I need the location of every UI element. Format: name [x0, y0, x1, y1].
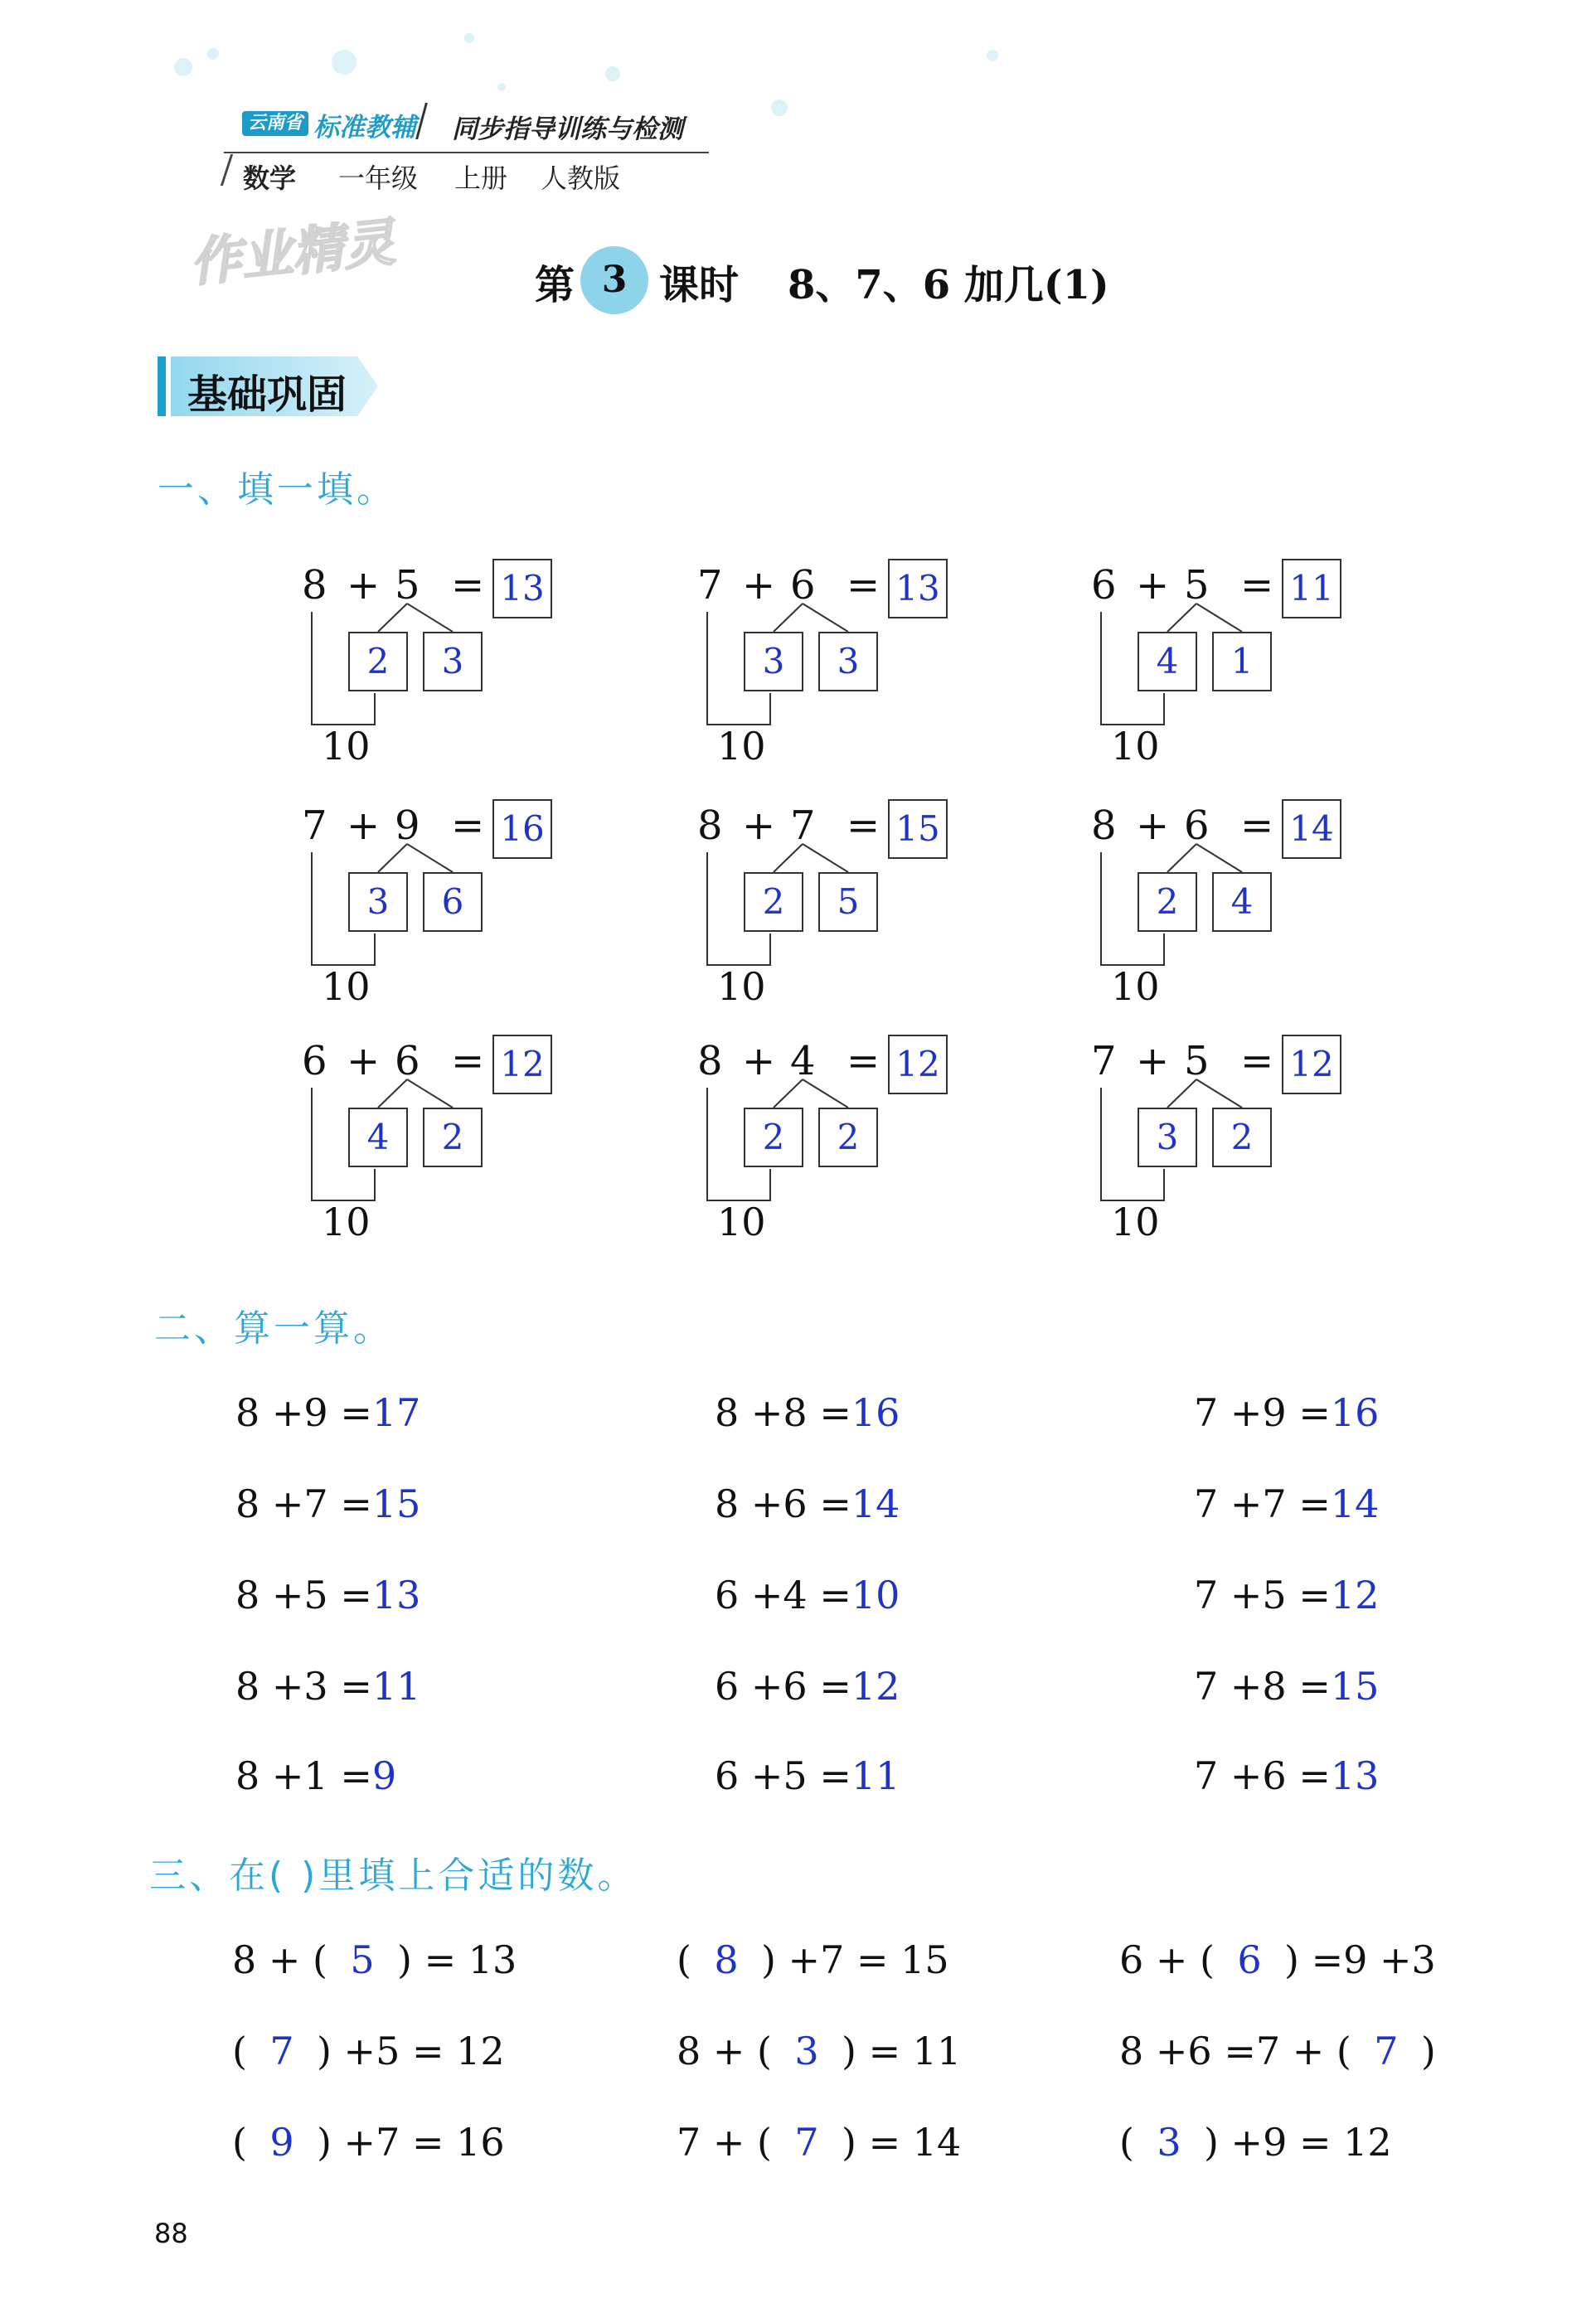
- split-part-box[interactable]: 4: [1212, 872, 1272, 932]
- watermark: 作业精灵: [187, 211, 398, 293]
- equals-sign: =: [1240, 562, 1274, 609]
- split-diagram: [692, 803, 974, 1018]
- header-divider: [415, 103, 428, 139]
- addend-b: 4: [790, 1038, 816, 1084]
- equation-before: (: [1119, 2120, 1134, 2165]
- blank-answer[interactable]: 9: [269, 2120, 294, 2165]
- part3-heading: 三、在( )里填上合适的数。: [149, 1855, 638, 1897]
- equation-before: (: [232, 2120, 247, 2165]
- split-part-box[interactable]: 4: [348, 1108, 408, 1167]
- fill-equation: [1119, 1937, 1436, 1983]
- split-diagram: [692, 562, 974, 778]
- plus-sign: +: [742, 1038, 776, 1084]
- equation-expression: 8 +5 =: [235, 1573, 372, 1617]
- plus-sign: +: [1136, 1038, 1170, 1084]
- blank-answer[interactable]: 5: [350, 1937, 375, 1982]
- make-ten-label: 10: [717, 1200, 766, 1244]
- result-box[interactable]: 12: [888, 1035, 948, 1094]
- make-ten-label: 10: [1111, 724, 1160, 769]
- equation-answer[interactable]: 11: [851, 1753, 900, 1798]
- equation-answer[interactable]: 14: [1330, 1481, 1380, 1526]
- equation-expression: 7 +9 =: [1194, 1390, 1331, 1435]
- split-part-box[interactable]: 3: [423, 632, 483, 691]
- calc-equation: [235, 1389, 420, 1436]
- equation-answer[interactable]: 15: [1330, 1664, 1380, 1709]
- equation-expression: 8 +8 =: [715, 1390, 851, 1435]
- equation-answer[interactable]: 11: [371, 1664, 421, 1709]
- fill-equation: [232, 2028, 505, 2074]
- blank-answer[interactable]: 7: [1374, 2029, 1399, 2073]
- split-part-box[interactable]: 4: [1138, 632, 1197, 691]
- make-ten-label: 10: [1111, 964, 1160, 1009]
- equation-answer[interactable]: 15: [371, 1481, 421, 1526]
- equation-after: ) +9 = 12: [1203, 2120, 1392, 2165]
- page-number: 88: [154, 2218, 188, 2249]
- blank-answer[interactable]: 6: [1237, 1937, 1262, 1982]
- equation-answer[interactable]: 9: [371, 1753, 397, 1798]
- equals-sign: =: [1240, 803, 1274, 849]
- fill-equation: [1119, 2028, 1436, 2074]
- addend-a: 7: [697, 562, 723, 609]
- equation-answer[interactable]: 10: [851, 1573, 900, 1617]
- split-part-box[interactable]: 3: [1138, 1108, 1197, 1167]
- split-diagram: [1086, 562, 1368, 778]
- split-part-box[interactable]: 2: [1212, 1108, 1272, 1167]
- equation-answer[interactable]: 13: [371, 1573, 421, 1617]
- plus-sign: +: [742, 562, 776, 609]
- split-part-box[interactable]: 2: [818, 1108, 878, 1167]
- fill-equation: [232, 1937, 517, 1983]
- calc-equation: [1194, 1753, 1379, 1799]
- blank-answer[interactable]: 7: [269, 2029, 294, 2073]
- equation-expression: 6 +6 =: [715, 1664, 851, 1709]
- equals-sign: =: [847, 803, 880, 849]
- make-ten-label: 10: [717, 964, 766, 1009]
- part1-heading: 一、填一填。: [158, 468, 396, 511]
- volume-label: 上册: [454, 162, 508, 194]
- split-part-box[interactable]: 2: [1138, 872, 1197, 932]
- split-part-box[interactable]: 3: [348, 872, 408, 932]
- equation-answer[interactable]: 14: [851, 1481, 900, 1526]
- plus-sign: +: [1136, 562, 1170, 609]
- split-part-box[interactable]: 3: [744, 632, 803, 691]
- plus-sign: +: [347, 562, 381, 609]
- addend-b: 6: [1184, 803, 1210, 849]
- calc-equation: [715, 1753, 900, 1799]
- blank-answer[interactable]: 3: [794, 2029, 819, 2073]
- addend-b: 7: [790, 803, 816, 849]
- equation-before: (: [677, 1937, 691, 1982]
- split-diagram: [297, 1038, 579, 1253]
- split-part-box[interactable]: 5: [818, 872, 878, 932]
- equation-answer[interactable]: 12: [851, 1664, 900, 1709]
- equation-expression: 8 +7 =: [235, 1481, 372, 1526]
- fill-equation: [232, 2119, 505, 2165]
- plus-sign: +: [347, 803, 381, 849]
- make-ten-label: 10: [1111, 1200, 1160, 1244]
- result-box[interactable]: 16: [492, 799, 552, 859]
- split-part-box[interactable]: 2: [744, 872, 803, 932]
- split-diagram: [1086, 803, 1368, 1018]
- addend-b: 5: [1184, 1038, 1210, 1084]
- plus-sign: +: [1136, 803, 1170, 849]
- addend-b: 6: [395, 1038, 420, 1084]
- addend-a: 8: [1091, 803, 1117, 849]
- header-slash: [221, 154, 233, 186]
- equation-answer[interactable]: 16: [1330, 1390, 1380, 1435]
- equation-expression: 8 +3 =: [235, 1664, 372, 1709]
- brand-name: 标准教辅: [313, 113, 416, 143]
- equation-before: 8 + (: [232, 1937, 327, 1982]
- fill-equation: [677, 2119, 961, 2165]
- equation-after: ): [1420, 2029, 1436, 2073]
- equation-expression: 8 +9 =: [235, 1390, 372, 1435]
- split-part-box[interactable]: 1: [1212, 632, 1272, 691]
- equation-before: (: [232, 2029, 247, 2073]
- subject-label: 数学: [243, 162, 297, 194]
- calc-equation: [235, 1481, 420, 1527]
- equation-answer[interactable]: 16: [851, 1390, 900, 1435]
- equals-sign: =: [451, 562, 485, 609]
- calc-equation: [235, 1663, 420, 1709]
- result-box[interactable]: 13: [888, 559, 948, 618]
- lesson-prefix: 第: [535, 262, 575, 308]
- calc-equation: [235, 1572, 420, 1618]
- equation-expression: 7 +6 =: [1194, 1753, 1331, 1798]
- equation-expression: 7 +5 =: [1194, 1573, 1331, 1617]
- equation-before: 8 +6 =7 + (: [1119, 2029, 1351, 2073]
- addend-b: 6: [790, 562, 816, 609]
- split-diagram: [297, 562, 579, 778]
- addend-b: 5: [1184, 562, 1210, 609]
- make-ten-label: 10: [717, 724, 766, 769]
- equation-before: 7 + (: [677, 2120, 772, 2165]
- equation-expression: 7 +8 =: [1194, 1664, 1331, 1709]
- calc-equation: [1194, 1663, 1379, 1709]
- edition-label: 人教版: [541, 162, 621, 194]
- split-part-box[interactable]: 2: [348, 632, 408, 691]
- banner-accent: [158, 356, 166, 416]
- addend-a: 7: [1091, 1038, 1117, 1084]
- lesson-number-badge: 3: [580, 246, 648, 314]
- make-ten-label: 10: [322, 964, 371, 1009]
- calc-equation: [235, 1753, 396, 1799]
- equals-sign: =: [847, 1038, 880, 1084]
- result-box[interactable]: 15: [888, 799, 948, 859]
- header-rule: [224, 152, 709, 153]
- plus-sign: +: [742, 803, 776, 849]
- calc-equation: [715, 1481, 900, 1527]
- equation-expression: 7 +7 =: [1194, 1481, 1331, 1526]
- fill-equation: [677, 2028, 961, 2074]
- equation-answer[interactable]: 17: [371, 1390, 421, 1435]
- equation-answer[interactable]: 13: [1330, 1753, 1380, 1798]
- calc-equation: [1194, 1572, 1379, 1618]
- brand-badge: 云南省: [242, 111, 308, 136]
- lesson-suffix: 课时: [659, 262, 740, 308]
- split-diagram: [297, 803, 579, 1018]
- split-part-box[interactable]: 6: [423, 872, 483, 932]
- equals-sign: =: [1240, 1038, 1274, 1084]
- make-ten-label: 10: [322, 1200, 371, 1244]
- fill-equation: [1119, 2119, 1392, 2165]
- section-banner-label: 基础巩固: [187, 371, 347, 418]
- calc-equation: [715, 1663, 900, 1709]
- series-title: 同步指导训练与检测: [452, 114, 683, 144]
- equation-after: ) = 14: [842, 2120, 962, 2165]
- lesson-title: 8、7、6 加几(1): [788, 262, 1109, 308]
- equation-after: ) +5 = 12: [316, 2029, 505, 2073]
- result-box[interactable]: 11: [1282, 559, 1341, 618]
- plus-sign: +: [347, 1038, 381, 1084]
- result-box[interactable]: 12: [1282, 1035, 1341, 1094]
- calc-equation: [1194, 1481, 1379, 1527]
- addend-b: 5: [395, 562, 420, 609]
- equation-expression: 8 +6 =: [715, 1481, 851, 1526]
- part2-heading: 二、算一算。: [154, 1307, 393, 1350]
- split-diagram: [1086, 1038, 1368, 1253]
- equation-after: ) +7 = 16: [316, 2120, 505, 2165]
- split-part-box[interactable]: 3: [818, 632, 878, 691]
- equation-after: ) = 13: [397, 1937, 517, 1982]
- addend-a: 8: [697, 803, 723, 849]
- equation-answer[interactable]: 12: [1330, 1573, 1380, 1617]
- equals-sign: =: [451, 803, 485, 849]
- equals-sign: =: [847, 562, 880, 609]
- addend-b: 9: [395, 803, 420, 849]
- addend-a: 6: [302, 1038, 327, 1084]
- equation-after: ) = 11: [842, 2029, 962, 2073]
- result-box[interactable]: 14: [1282, 799, 1341, 859]
- split-diagram: [692, 1038, 974, 1253]
- addend-a: 8: [302, 562, 327, 609]
- calc-equation: [715, 1389, 900, 1436]
- equation-after: ) =9 +3: [1284, 1937, 1436, 1982]
- equation-before: 8 + (: [677, 2029, 772, 2073]
- calc-equation: [715, 1572, 900, 1618]
- equals-sign: =: [451, 1038, 485, 1084]
- equation-after: ) +7 = 15: [760, 1937, 949, 1982]
- equation-expression: 6 +4 =: [715, 1573, 851, 1617]
- calc-equation: [1194, 1389, 1379, 1436]
- blank-answer[interactable]: 8: [714, 1937, 739, 1982]
- result-box[interactable]: 12: [492, 1035, 552, 1094]
- split-part-box[interactable]: 2: [423, 1108, 483, 1167]
- addend-a: 8: [697, 1038, 723, 1084]
- fill-equation: [677, 1937, 949, 1983]
- grade-label: 一年级: [338, 162, 419, 194]
- equation-expression: 6 +5 =: [715, 1753, 851, 1798]
- split-part-box[interactable]: 2: [744, 1108, 803, 1167]
- equation-expression: 8 +1 =: [235, 1753, 372, 1798]
- result-box[interactable]: 13: [492, 559, 552, 618]
- addend-a: 6: [1091, 562, 1117, 609]
- blank-answer[interactable]: 7: [794, 2120, 819, 2165]
- blank-answer[interactable]: 3: [1157, 2120, 1181, 2165]
- make-ten-label: 10: [322, 724, 371, 769]
- equation-before: 6 + (: [1119, 1937, 1215, 1982]
- addend-a: 7: [302, 803, 327, 849]
